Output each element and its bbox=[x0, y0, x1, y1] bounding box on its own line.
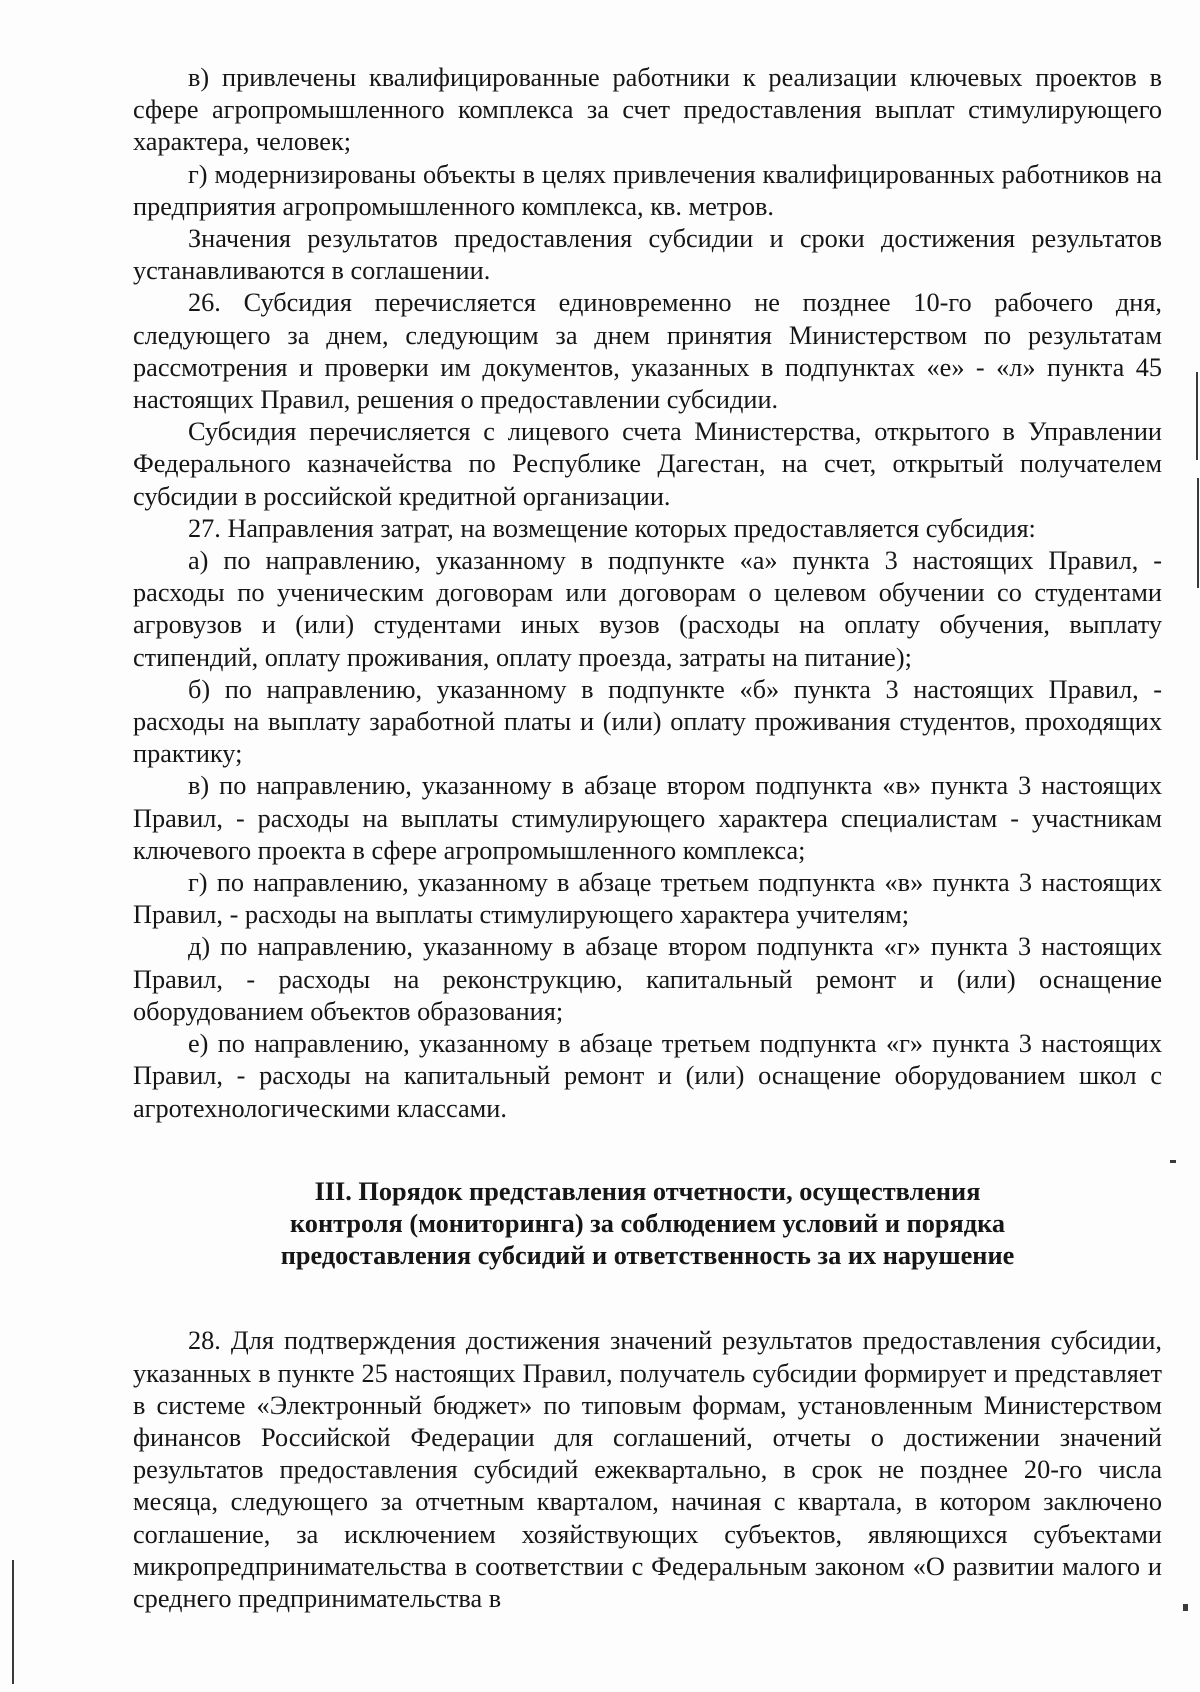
scan-dot-bottom-right bbox=[1183, 1604, 1188, 1611]
scan-edge-mark-left bbox=[12, 1560, 14, 1684]
scan-edge-mark-right-1 bbox=[1196, 372, 1198, 460]
section-heading bbox=[133, 1176, 1162, 1273]
paragraph-27-d: д) по направлению, указанному в абзаце втором подпункта «г» пункта 3 настоящих Правил, - расходы на реконструкцию, капитальный ремонт и (или) оснащение оборудованием объектов образования; bbox=[133, 932, 1162, 1026]
paragraph-28-reporting: 28. Для подтверждения достижения значений результатов предоставления субсидии, указанных в пункте 25 настоящих Правил, получатель субсидии формирует и представляет в системе «Электронный бюджет» по типовым формам, установленным Министерством финансов Российской Федерации для соглашений, отчеты о достижении значений результатов предоставления субсидий ежеквартально, в срок не позднее 20-го числа месяца, следующего за отчетным кварталом, начиная с квартала, в котором заключено соглашение, за исключением хозяйствующих субъектов, являющихся субъектами микропредпринимательства в соответствии с Федеральным законом «О развитии малого и среднего предпринимательства в bbox=[133, 1326, 1162, 1613]
paragraph-g-modernized-objects: г) модернизированы объекты в целях привлечения квалифицированных работников на предприятия агропромышленного комплекса, кв. метров. bbox=[133, 159, 1162, 221]
paragraph-26-transfer: 26. Субсидия перечисляется единовременно не позднее 10-го рабочего дня, следующего за днем, следующим за днем принятия Министерством по результатам рассмотрения и проверки им документов, указанных в подпунктах «е» - «л» пункта 45 настоящих Правил, решения о предоставлении субсидии. bbox=[133, 288, 1162, 415]
paragraph-27-a: а) по направлению, указанному в подпункте «а» пункта 3 настоящих Правил, - расходы по ученическим договорам или договорам о целевом обучении со студентами агровузов и (или) студентами иных вузов (расходы на оплату обучения, выплату стипендий, оплату проживания, оплату проезда, затраты на питание); bbox=[133, 546, 1162, 672]
paragraph-v-qualified-workers: в) привлечены квалифицированные работники к реализации ключевых проектов в сфере агропромышленного комплекса за счет предоставления выплат стимулирующего характера, человек; bbox=[133, 63, 1162, 157]
section-heading-line-2: контроля (мониторинга) за соблюдением условий и порядка bbox=[290, 1208, 1005, 1238]
section-heading-line-3: предоставления субсидий и ответственность за их нарушение bbox=[280, 1241, 1015, 1271]
scan-edge-mark-right-2 bbox=[1197, 478, 1199, 588]
paragraph-26-account: Субсидия перечисляется с лицевого счета Министерства, открытого в Управлении Федерального казначейства по Республике Дагестан, на счет, открытый получателем субсидии в российской кредитной организации. bbox=[133, 417, 1162, 511]
paragraph-27-v: в) по направлению, указанному в абзаце втором подпункта «в» пункта 3 настоящих Правил, - расходы на выплаты стимулирующего характера специалистам - участникам ключевого проекта в сфере агропромышленного комплекса; bbox=[133, 771, 1162, 865]
document-body bbox=[133, 62, 1162, 1615]
scan-dot-right bbox=[1170, 1160, 1176, 1163]
paragraph-27-cost-directions: 27. Направления затрат, на возмещение которых предоставляется субсидия: bbox=[188, 513, 1036, 543]
paragraph-27-e: е) по направлению, указанному в абзаце третьем подпункта «г» пункта 3 настоящих Правил, - расходы на капитальный ремонт и (или) оснащение оборудованием школ с агротехнологическими классами. bbox=[133, 1029, 1162, 1123]
paragraph-27-b: б) по направлению, указанному в подпункте «б» пункта 3 настоящих Правил, - расходы на выплату заработной платы и (или) оплату проживания студентов, проходящих практику; bbox=[133, 674, 1162, 769]
paragraph-result-values: Значения результатов предоставления субсидии и сроки достижения результатов устанавливаются в соглашении. bbox=[133, 224, 1162, 286]
paragraph-27-g: г) по направлению, указанному в абзаце третьем подпункта «в» пункта 3 настоящих Правил, - расходы на выплаты стимулирующего характера учителям; bbox=[133, 868, 1162, 930]
section-heading-line-1: III. Порядок представления отчетности, осуществления bbox=[314, 1176, 981, 1206]
